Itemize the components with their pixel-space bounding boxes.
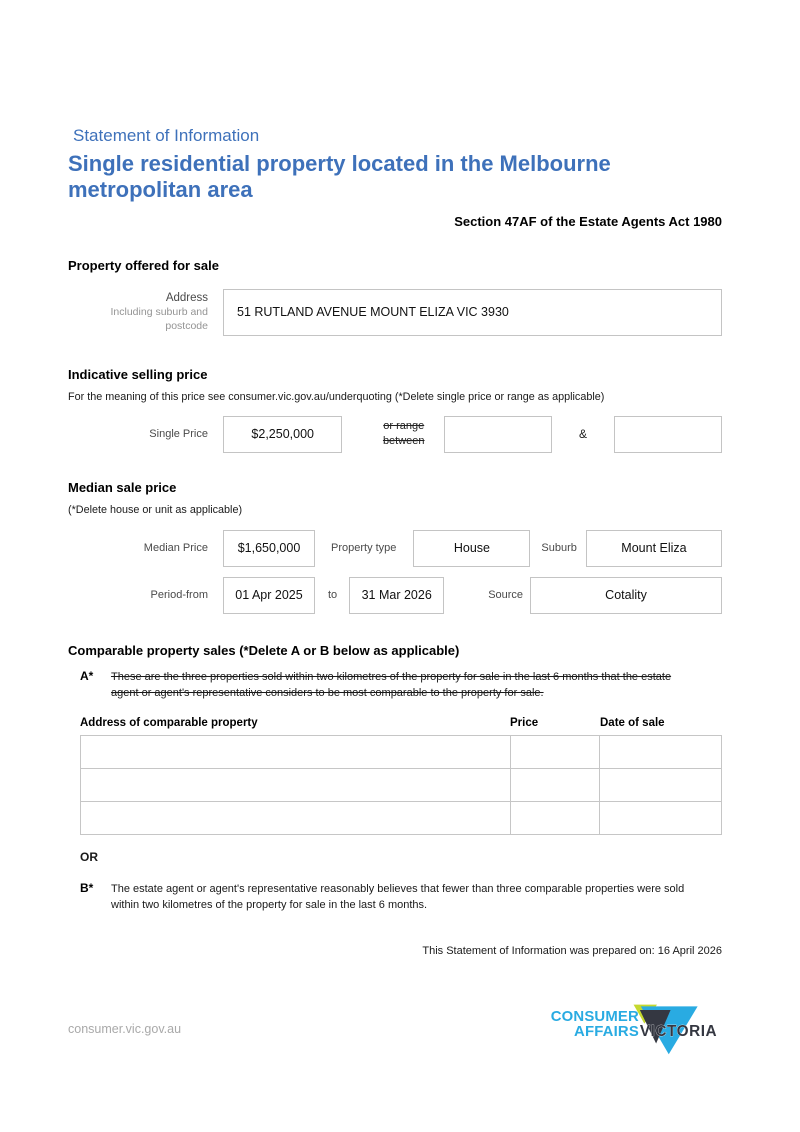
section-heading-median-price: Median sale price [68, 479, 177, 495]
logo-text-victoria: VICTORIA [639, 1023, 718, 1041]
property-type-field[interactable]: House [413, 530, 530, 567]
suburb-label: Suburb [541, 542, 577, 555]
header-address-of-comparable-property: Address of comparable property [80, 716, 258, 729]
median-price-row [68, 530, 722, 567]
comparable-address-cell[interactable] [81, 769, 510, 801]
indicative-price-note: For the meaning of this price see consumer.vic.gov.au/underquoting (*Delete single price or range as applicable) [68, 390, 605, 403]
median-price-note: (*Delete house or unit as applicable) [68, 503, 243, 516]
table-row [81, 769, 721, 802]
or-range-between-label: or range between [382, 420, 425, 448]
section-heading-indicative-price: Indicative selling price [68, 366, 208, 382]
comparable-date-cell[interactable] [599, 802, 721, 834]
comparable-date-cell[interactable] [599, 769, 721, 801]
page-footer [68, 1001, 722, 1057]
option-b-row [68, 881, 722, 914]
address-label: Address [165, 292, 208, 305]
section-heading-comparable-sales: Comparable property sales (*Delete A or B below as applicable) [68, 642, 460, 658]
header-date-of-sale: Date of sale [600, 716, 665, 729]
consumer-vic-gov-au-link[interactable]: consumer.vic.gov.au [68, 1021, 182, 1036]
table-row [81, 736, 721, 769]
address-row [68, 289, 722, 336]
logo-text-consumer: CONSUMER [550, 1008, 639, 1025]
document-subtitle: Statement of Information [73, 126, 260, 145]
single-price-field[interactable]: $2,250,000 [223, 416, 342, 453]
single-price-label: Single Price [149, 428, 208, 441]
option-a-row [68, 669, 722, 702]
prepared-on-statement: This Statement of Information was prepared on: 16 April 2026 [422, 944, 722, 957]
period-row [68, 577, 722, 614]
comparable-sales-table [80, 717, 722, 835]
suburb-field[interactable]: Mount Eliza [586, 530, 722, 567]
comparable-price-cell[interactable] [510, 769, 600, 801]
range-to-field[interactable] [614, 416, 722, 453]
address-field[interactable]: 51 RUTLAND AVENUE MOUNT ELIZA VIC 3930 [223, 289, 722, 336]
option-a-label: A* [80, 668, 94, 683]
property-type-label: Property type [331, 542, 397, 555]
address-label-block [68, 291, 208, 333]
table-row [81, 802, 721, 835]
consumer-affairs-victoria-logo [546, 1001, 722, 1057]
period-to-field[interactable]: 31 Mar 2026 [349, 577, 444, 614]
address-sublabel: Including suburb and postcode [110, 306, 208, 332]
median-price-field[interactable]: $1,650,000 [223, 530, 315, 567]
ampersand-label: & [579, 427, 588, 442]
comparable-table-grid [80, 735, 722, 835]
period-from-label: Period-from [150, 589, 208, 602]
option-b-label: B* [80, 880, 94, 895]
to-label: to [328, 589, 338, 602]
range-from-field[interactable] [444, 416, 552, 453]
legal-section-reference: Section 47AF of the Estate Agents Act 1980 [454, 213, 722, 229]
logo-text-affairs: AFFAIRS [574, 1024, 639, 1041]
option-a-text: These are the three properties sold within two kilometres of the property for sale in the last 6 months that the estate agent or agent's representative considers to be most comparable to the property for sale. [111, 670, 672, 700]
section-heading-property: Property offered for sale [68, 257, 219, 273]
comparable-price-cell[interactable] [510, 802, 600, 834]
comparable-address-cell[interactable] [81, 802, 510, 834]
page-content [68, 126, 722, 1057]
comparable-price-cell[interactable] [510, 736, 600, 768]
option-b-text: The estate agent or agent's representative reasonably believes that fewer than three comparable properties were sold within two kilometres of the property for sale in the last 6 months. [111, 882, 685, 912]
period-from-field[interactable]: 01 Apr 2025 [223, 577, 315, 614]
source-label: Source [488, 589, 524, 602]
header-price: Price [510, 716, 539, 729]
comparable-date-cell[interactable] [599, 736, 721, 768]
comparable-address-cell[interactable] [81, 736, 510, 768]
source-field[interactable]: Cotality [530, 577, 722, 614]
single-price-row [68, 416, 722, 453]
median-price-label: Median Price [143, 542, 208, 555]
or-separator-label: OR [80, 849, 98, 864]
page-title: Single residential property located in the Melbourne metropolitan area [68, 151, 611, 203]
comparable-table-header [80, 717, 722, 735]
